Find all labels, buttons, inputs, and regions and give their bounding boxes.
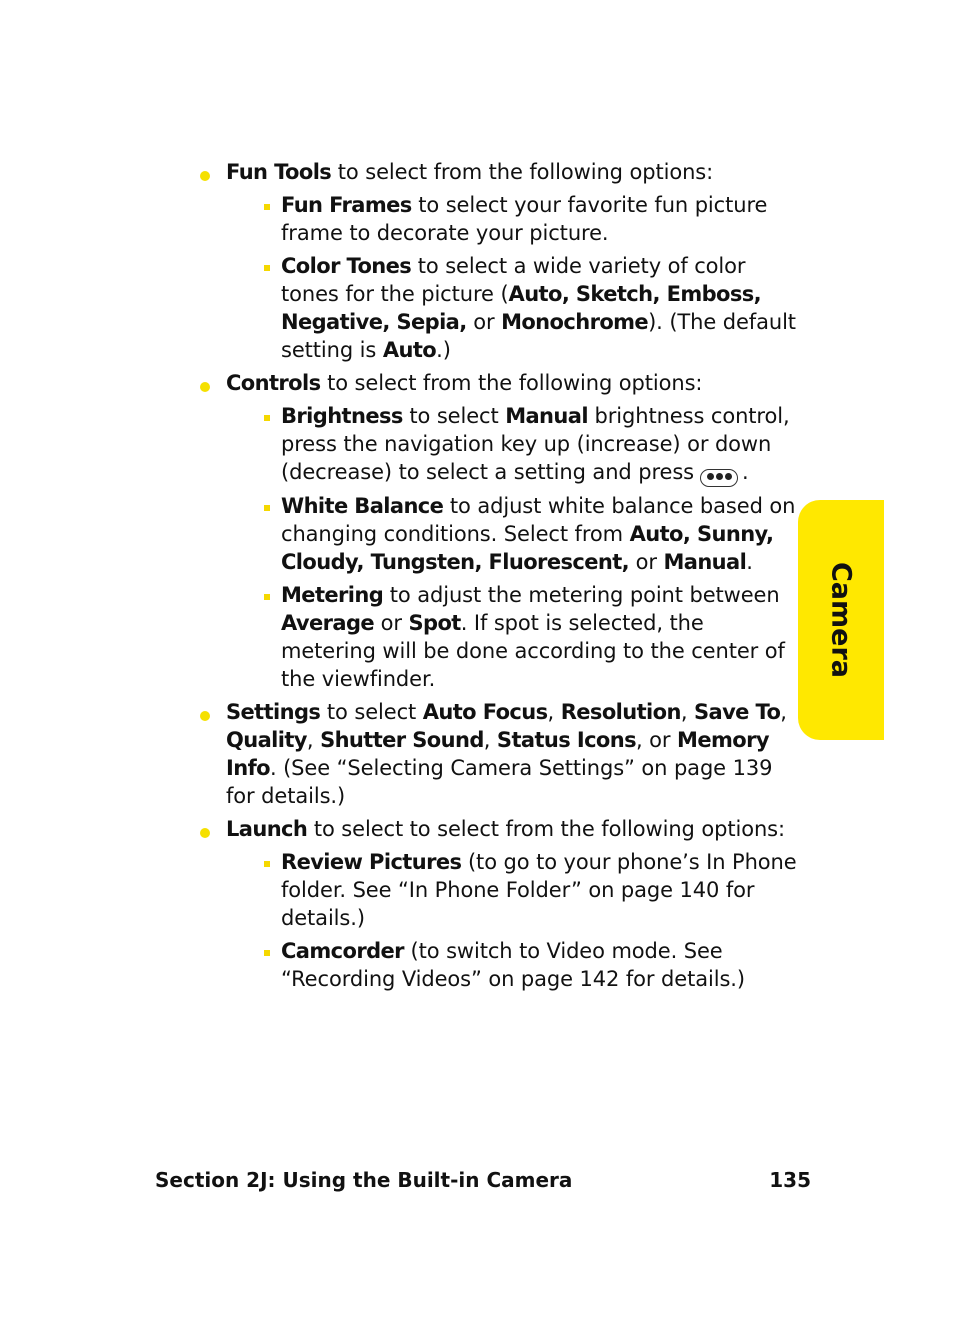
sub-list-item: Fun Frames to select your favorite fun picture frame to decorate your picture. — [198, 191, 798, 247]
bullet-icon — [200, 711, 210, 721]
menu-ok-key-icon — [700, 469, 738, 487]
sub-bullet-icon — [264, 861, 270, 867]
sub-bullet-icon — [264, 204, 270, 210]
sub-list-item: Brightness to select Manual brightness control, press the navigation key up (increase) or down (decrease) to select a setting and press . — [198, 402, 798, 487]
section-tab — [798, 500, 884, 740]
sub-list-item: Metering to adjust the metering point between Average or Spot. If spot is selected, the metering will be done according to the center of the viewfinder. — [198, 581, 798, 693]
list-item: Settings to select Auto Focus, Resolution, Save To, Quality, Shutter Sound, Status Icons, or Memory Info. (See “Selecting Camera Settings” on page 139 for details.) — [198, 698, 798, 810]
sub-list-item: White Balance to adjust white balance based on changing conditions. Select from Auto, Sunny, Cloudy, Tungsten, Fluorescent, or Manual. — [198, 492, 798, 576]
sub-bullet-icon — [264, 594, 270, 600]
sub-bullet-icon — [264, 950, 270, 956]
bullet-icon — [200, 171, 210, 181]
sub-bullet-icon — [264, 415, 270, 421]
list-item: Launch to select to select from the following options: — [198, 815, 798, 843]
sub-bullet-icon — [264, 265, 270, 271]
sub-bullet-icon — [264, 505, 270, 511]
sub-list-item: Color Tones to select a wide variety of color tones for the picture (Auto, Sketch, Emboss, Negative, Sepia, or Monochrome). (The default setting is Auto.) — [198, 252, 798, 364]
sub-list-item: Review Pictures (to go to your phone’s In Phone folder. See “In Phone Folder” on page 140 for details.) — [198, 848, 798, 932]
page-footer — [155, 1168, 811, 1192]
list-item: Fun Tools to select from the following options: — [198, 158, 798, 186]
list-item: Controls to select from the following options: — [198, 369, 798, 397]
bullet-icon — [200, 828, 210, 838]
section-tab-label: Camera — [825, 561, 857, 679]
page-number: 135 — [769, 1168, 811, 1192]
page-content — [198, 158, 798, 998]
footer-section-title: Section 2J: Using the Built-in Camera — [155, 1168, 573, 1192]
bullet-icon — [200, 382, 210, 392]
sub-list-item: Camcorder (to switch to Video mode. See “Recording Videos” on page 142 for details.) — [198, 937, 798, 993]
